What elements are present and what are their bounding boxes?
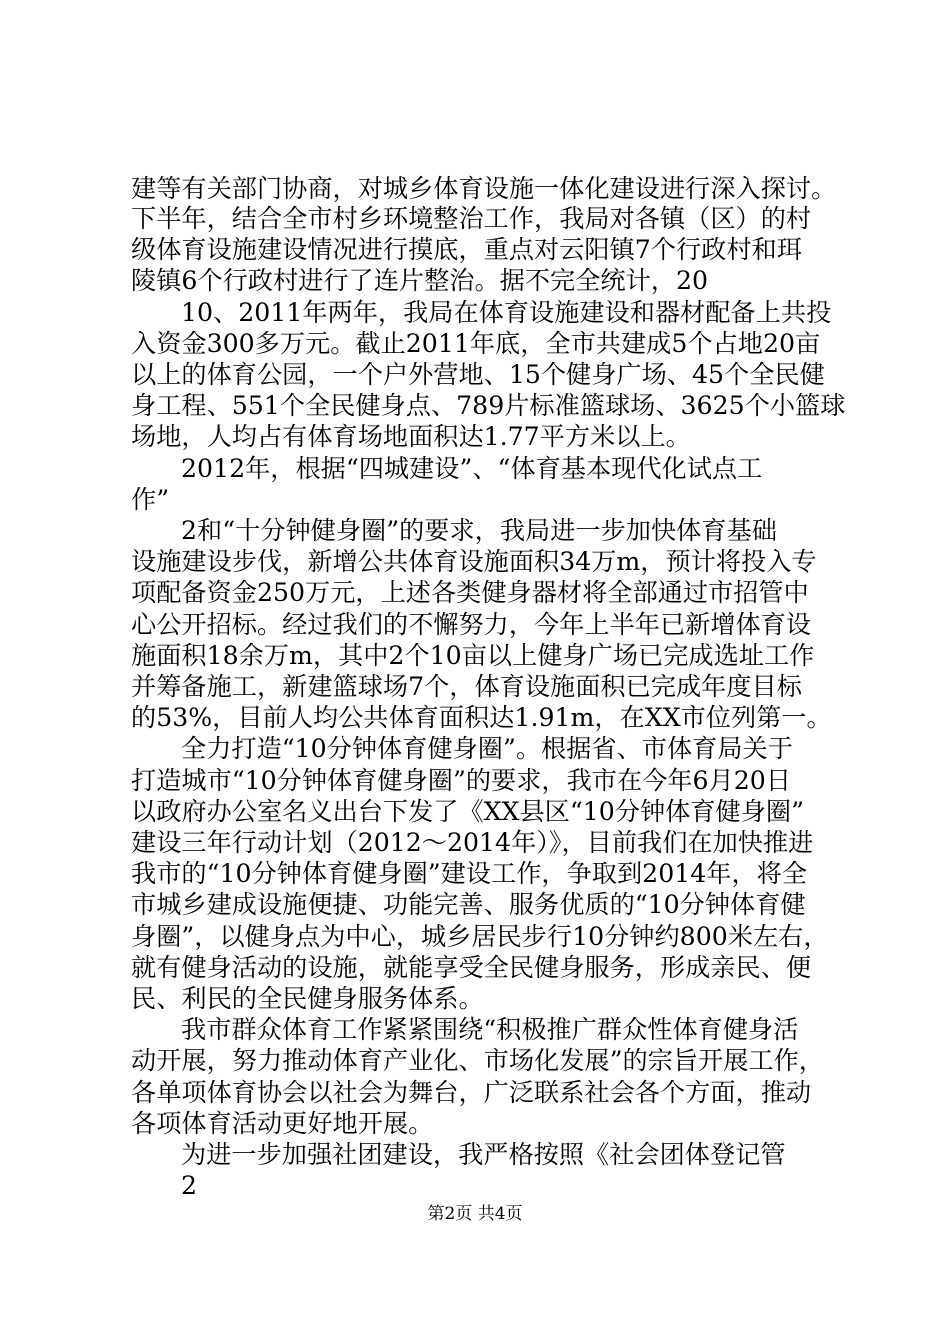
- text-line: 打造城市“10分钟体育健身圈”的要求，我市在今年6月20日: [131, 766, 792, 795]
- text-line: 下半年，结合全市村乡环境整治工作，我局对各镇（区）的村: [131, 204, 812, 233]
- text-line: 2和“十分钟健身圈”的要求，我局进一步加快体育基础: [181, 516, 777, 545]
- text-line: 以政府办公室名义出台下发了《XX县区“10分钟体育健身圈”: [131, 797, 804, 826]
- text-line: 建等有关部门协商，对城乡体育设施一体化建设进行深入探讨。: [131, 174, 837, 203]
- text-line: 并筹备施工，新建篮球场7个，体育设施面积已完成年度目标: [131, 672, 802, 701]
- text-line: 我市的“10分钟体育健身圈”建设工作，争取到2014年，将全: [131, 859, 808, 888]
- text-line: 入资金300多万元。截止2011年底，全市共建成5个占地20亩: [131, 329, 821, 358]
- text-line: 我市群众体育工作紧紧围绕“积极推广群众性体育健身活: [181, 1015, 799, 1044]
- text-line: 各单项体育协会以社会为舞台，广泛联系社会各个方面，推动: [131, 1078, 812, 1107]
- text-line: 身工程、551个全民健身点、789片标准篮球场、3625个小篮球: [131, 391, 846, 420]
- text-line: 民、利民的全民健身服务体系。: [131, 984, 484, 1013]
- text-line: 施面积18余万m，其中2个10亩以上健身广场已完成选址工作: [131, 641, 815, 670]
- page-footer: 第2页 共4页: [427, 1204, 523, 1224]
- text-line: 为进一步加强社团建设，我严格按照《社会团体登记管: [181, 1140, 786, 1169]
- text-line: 2012年，根据“四城建设”、“体育基本现代化试点工: [181, 454, 763, 483]
- text-line: 就有健身活动的设施，就能享受全民健身服务，形成亲民、便: [131, 953, 812, 982]
- text-line: 设施建设步伐，新增公共体育设施面积34万m，预计将投入专: [131, 547, 817, 576]
- text-line: 全力打造“10分钟体育健身圈”。根据省、市体育局关于: [181, 734, 793, 763]
- text-line: 动开展，努力推动体育产业化、市场化发展”的宗旨开展工作，: [131, 1046, 824, 1075]
- text-line: 各项体育活动更好地开展。: [131, 1109, 434, 1138]
- text-line: 建设三年行动计划（2012～2014年）》，目前我们在加快推进: [131, 828, 814, 857]
- text-line: 以上的体育公园，一个户外营地、15个健身广场、45个全民健: [131, 360, 825, 389]
- text-line: 作”: [131, 485, 170, 514]
- text-line: 身圈”，以健身点为中心，城乡居民步行10分钟约800米左右，: [131, 922, 829, 951]
- text-line: 的53%，目前人均公共体育面积达1.91m，在XX市位列第一。: [131, 703, 832, 732]
- text-line: 10、2011年两年，我局在体育设施建设和器材配备上共投: [181, 298, 832, 327]
- inline-page-number: 2: [181, 1171, 198, 1200]
- text-line: 陵镇6个行政村进行了连片整治。据不完全统计，20: [131, 266, 709, 295]
- text-line: 心公开招标。经过我们的不懈努力，今年上半年已新增体育设: [131, 610, 812, 639]
- text-line: 市城乡建成设施便捷、功能完善、服务优质的“10分钟体育健: [131, 890, 806, 919]
- text-line: 场地，人均占有体育场地面积达1.77平方米以上。: [131, 422, 691, 451]
- text-line: 项配备资金250万元，上述各类健身器材将全部通过市招管中: [131, 578, 809, 607]
- text-line: 级体育设施建设情况进行摸底，重点对云阳镇7个行政村和珥: [131, 235, 802, 264]
